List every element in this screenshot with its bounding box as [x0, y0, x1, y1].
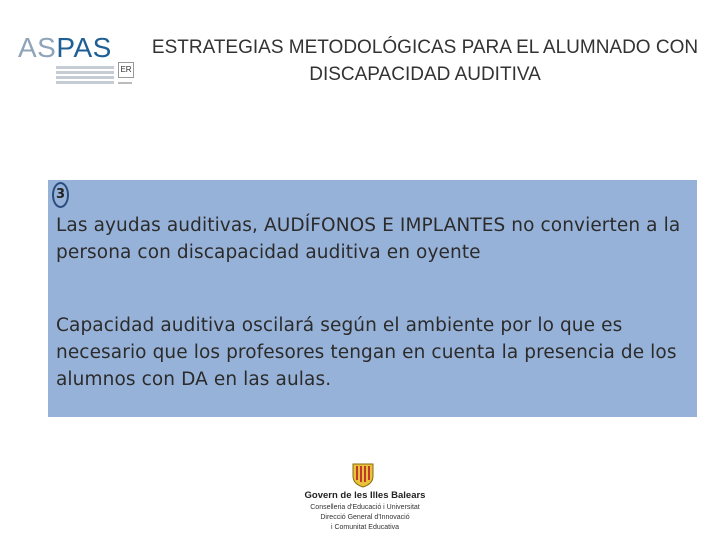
aspas-logo — [14, 30, 134, 92]
govern-name: Govern de les Illes Balears — [304, 490, 426, 501]
paragraph-1: Las ayudas auditivas, AUDÍFONOS E IMPLANTES no convierten a la persona con discapacidad auditiva en oyente — [56, 215, 681, 263]
govern-line-2: Direcció General d'Innovació — [320, 514, 410, 521]
paragraph-2: Capacidad auditiva oscilará según el ambiente por lo que es necesario que los profesores tengan en cuenta la presencia de los alumnos con DA en las aulas. — [56, 315, 677, 390]
coat-of-arms-icon — [350, 462, 376, 488]
title-line-2: DISCAPACIDAD AUDITIVA — [309, 64, 541, 85]
govern-line-1: Conselleria d'Educació i Universitat — [310, 504, 420, 511]
number-badge: 3 — [52, 182, 69, 208]
govern-logo — [300, 458, 430, 540]
logo-subtitle-lines — [56, 66, 114, 86]
logo-text-pas: PAS — [56, 32, 112, 63]
logo-wordmark — [18, 32, 112, 64]
logo-text-as: AS — [18, 32, 57, 63]
logo-badge: ER — [118, 62, 134, 78]
govern-line-3: i Comunitat Educativa — [330, 524, 400, 531]
slide-title — [130, 34, 720, 88]
title-line-1: ESTRATEGIAS METODOLÓGICAS PARA EL ALUMNADO CON — [151, 37, 699, 58]
